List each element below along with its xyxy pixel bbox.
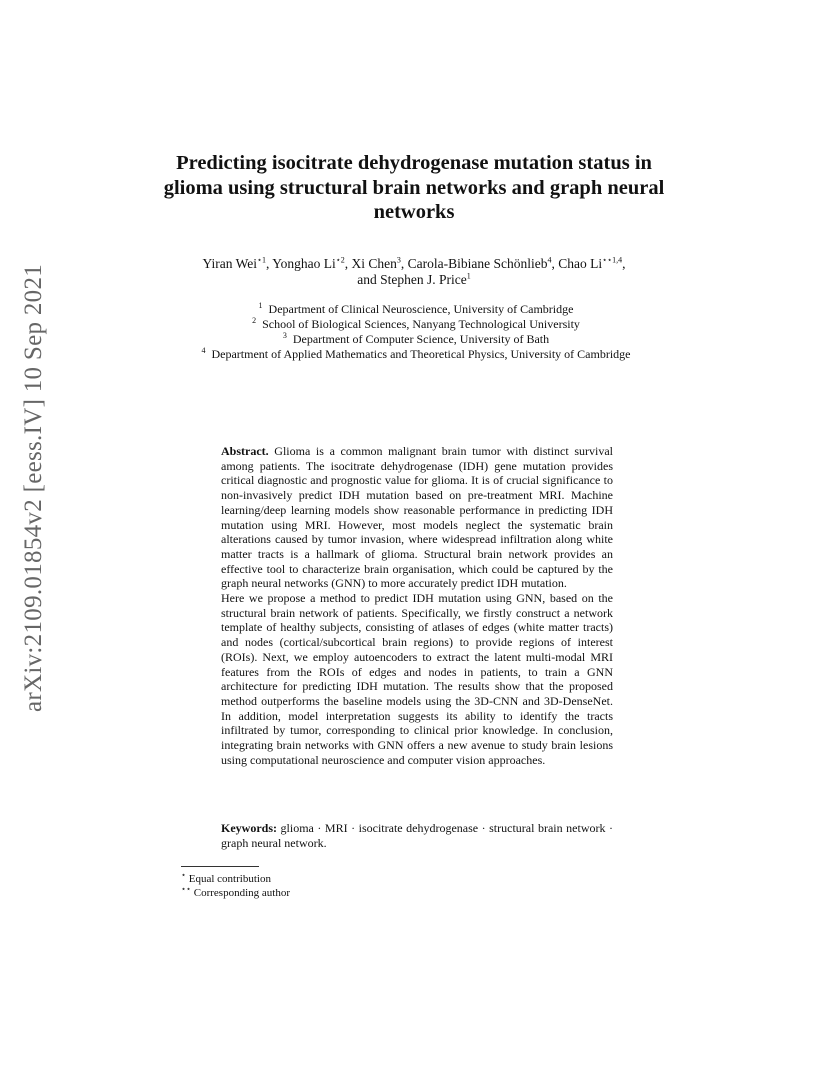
abstract-paragraph: Here we propose a method to predict IDH mutation using GNN, based on the structural brain network of patients. Specifically, we firstly construct a network template of healthy subjects, consisting of atlases of edges (white matter tracts) and nodes (cortical/subcortical brain regions) to provide regions of interest (ROIs). Next, we employ autoencoders to extract the latent multi-modal MRI features from the ROIs of edges and nodes in patients, to train a GNN architecture for predicting IDH mutation. The results show that the proposed method outperforms the baseline models using the 3D-CNN and 3D-DenseNet. In addition, model interpretation suggests its ability to identify the tracts infiltrated by tumor, corresponding to clinical prior knowledge. In conclusion, integrating brain networks with GNN offers a new avenue to study brain lesions using computational neuroscience and computer vision approaches. <box>221 591 613 767</box>
author-marker: 3 <box>396 255 401 265</box>
footnote-item <box>181 886 481 900</box>
author-name: Xi Chen <box>351 256 397 271</box>
abstract-label: Abstract. <box>221 444 269 458</box>
author-marker: ⋆1 <box>257 255 267 265</box>
author-marker: ⋆⋆1,4 <box>602 255 623 265</box>
author-name: Chao Li <box>558 256 603 271</box>
footnote-divider <box>181 866 259 867</box>
footnote-text: Equal contribution <box>188 873 271 885</box>
affiliation-item <box>195 347 637 362</box>
author-name: Yiran Wei <box>202 256 257 271</box>
author-name: and Stephen J. Price <box>357 272 467 287</box>
paper-title: Predicting isocitrate dehydrogenase mutation status in glioma using structural brain networks and graph neural networks <box>163 152 665 223</box>
abstract-text: Glioma is a common malignant brain tumor with distinct survival among patients. The isocitrate dehydrogenase (IDH) gene mutation provides critical diagnostic and prognostic value for glioma. It is of crucial significance to non-invasively predict IDH mutation based on pre-treatment MRI. Machine learning/deep learning models show reasonable performance in predicting IDH mutation using MRI. However, most models neglect the systematic brain alterations caused by tumor invasion, where widespread infiltration along white matter tracts is a hallmark of glioma. Structural brain network provides an effective tool to characterize brain organisation, which could be captured by the graph neural networks (GNN) to more accurately predict IDH mutation. <box>221 444 614 591</box>
keywords-text: glioma · MRI · isocitrate dehydrogenase · structural brain network · graph neural network. <box>221 821 614 850</box>
affiliation-text: Department of Applied Mathematics and Theoretical Physics, University of Cambridge <box>211 347 631 361</box>
affiliation-item <box>195 332 637 347</box>
footnote-mark: ⋆ <box>181 870 187 880</box>
footnote-text: Corresponding author <box>193 887 290 899</box>
author-name: Yonghao Li <box>272 256 336 271</box>
affiliation-item <box>195 317 637 332</box>
author-marker: 1 <box>466 271 471 281</box>
affiliation-text: Department of Clinical Neuroscience, University of Cambridge <box>268 302 574 316</box>
affiliation-number: 2 <box>252 316 257 325</box>
author-name: Carola-Bibiane Schönlieb <box>407 256 548 271</box>
abstract <box>221 444 613 767</box>
author-list: Yiran Wei$^{⋆1}$, Yonghao $Li^{⋆2}$, Xi Chen$^3$, Carola-Bibiane Schönlieb$^4$, Chao $Li^{⋆⋆1,4}$, and Stephen J. Price$^1$ <box>202 255 626 287</box>
affiliation-text: Department of Computer Science, University of Bath <box>292 332 550 346</box>
keywords-label: Keywords: <box>221 821 277 835</box>
footnote-item <box>181 872 481 886</box>
affiliation-number: 4 <box>201 346 206 355</box>
affiliation-number: 1 <box>258 301 263 310</box>
author-marker: ⋆2 <box>335 255 345 265</box>
footnotes <box>181 872 481 900</box>
affiliations <box>195 302 637 362</box>
author-marker: 4 <box>547 255 552 265</box>
affiliation-number: 3 <box>282 331 287 340</box>
affiliation-item <box>195 302 637 317</box>
affiliation-text: School of Biological Sciences, Nanyang Technological University <box>262 317 580 331</box>
footnote-mark: ⋆⋆ <box>181 884 192 894</box>
keywords <box>221 821 613 850</box>
abstract-paragraph <box>221 444 613 591</box>
arxiv-identifier: arXiv:2109.01854v2 [eess.IV] 10 Sep 2021 <box>20 263 47 713</box>
